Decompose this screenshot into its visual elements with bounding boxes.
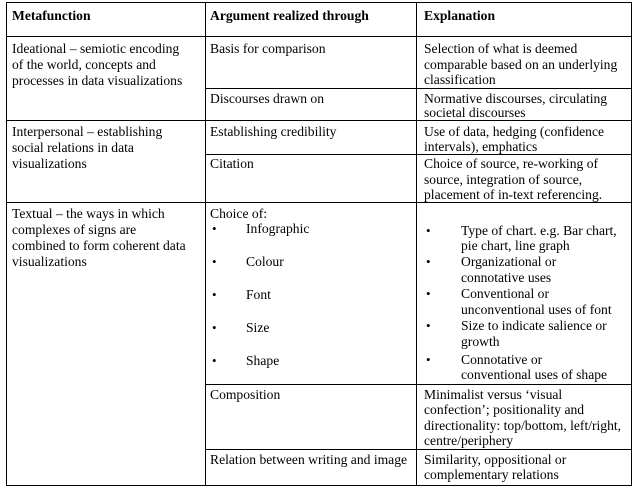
header-argument: Argument realized through [210,8,369,23]
ideational-line-1: Ideational – semiotic encoding [12,41,180,56]
argument-basis-for-comparison: Basis for comparison [210,41,326,56]
rule-col2 [416,2,417,486]
explanation-credibility-line-2: intervals), emphatics [424,139,538,154]
textual-line-2: complexes of signs are [12,222,137,237]
explanation-basis-line-2: comparable based on an underlying [424,57,618,72]
choice-font: Font [246,287,271,302]
choice-explanation-size-line-1: Size to indicate salience or [461,318,607,333]
interpersonal-line-3: visualizations [12,156,87,171]
rule-bottom [6,485,632,486]
header-explanation: Explanation [424,8,496,23]
textual-line-4: visualizations [12,254,87,269]
rule-top [6,2,632,3]
bullet-icon: • [426,352,431,367]
ideational-line-3: processes in data visualizations [12,73,183,88]
rule-ideational-inner [205,88,632,89]
explanation-composition-line-3: directionality: top/bottom, left/right, [424,418,622,433]
bullet-icon: • [212,221,217,236]
ideational-line-2: of the world, concepts and [12,57,156,72]
choice-colour: Colour [246,254,284,269]
choice-explanation-infographic-line-1: Type of chart. e.g. Bar chart, [461,223,617,238]
choice-infographic: Infographic [246,221,310,236]
bullet-icon: • [212,353,217,368]
bullet-icon: • [426,254,431,269]
choice-explanation-colour-line-2: connotative uses [461,270,552,285]
explanation-composition-line-2: confection’; positionality and [424,402,585,417]
choice-explanation-colour-line-1: Organizational or [461,254,557,269]
explanation-citation-line-1: Choice of source, re-working of [424,156,599,171]
explanation-composition-line-1: Minimalist versus ‘visual [424,387,563,402]
explanation-citation-line-3: placement of in-text referencing. [424,187,603,202]
choice-shape: Shape [246,353,280,368]
explanation-basis-line-3: classification [424,72,496,87]
explanation-composition-line-4: centre/periphery [424,433,514,448]
bullet-icon: • [212,287,217,302]
choice-explanation-font-line-2: unconventional uses of font [461,302,612,317]
rule-choice-bottom [205,384,632,385]
explanation-discourses-line-1: Normative discourses, circulating [424,91,608,106]
bullet-icon: • [212,254,217,269]
choice-of-label: Choice of: [210,206,268,221]
choice-explanation-shape-line-1: Connotative or [461,352,543,367]
choice-explanation-size-line-2: growth [461,334,500,349]
choice-explanation-infographic-line-2: pie chart, line graph [461,238,570,253]
textual-line-3: combined to form coherent data [12,238,186,253]
bullet-icon: • [426,318,431,333]
rule-header-bottom [6,36,632,37]
bullet-icon: • [212,320,217,335]
rule-right [631,2,632,486]
explanation-citation-line-2: source, integration of source, [424,172,583,187]
header-metafunction: Metafunction [12,8,91,23]
rule-left [6,2,7,486]
interpersonal-line-2: social relations in data [12,140,134,155]
bullet-icon: • [426,223,431,238]
argument-discourses: Discourses drawn on [210,91,325,106]
argument-citation: Citation [210,156,254,171]
textual-line-1: Textual – the ways in which [12,206,165,221]
explanation-discourses-line-2: societal discourses [424,105,526,120]
argument-credibility: Establishing credibility [210,124,337,139]
bullet-icon: • [426,286,431,301]
explanation-writing-image-line-1: Similarity, oppositional or [424,452,567,467]
choice-explanation-shape-line-2: conventional uses of shape [461,367,608,382]
rule-interpersonal-inner [205,154,632,155]
explanation-basis-line-1: Selection of what is deemed [424,41,578,56]
choice-explanation-font-line-1: Conventional or [461,286,549,301]
rule-composition-bottom [205,449,632,450]
choice-size: Size [246,320,270,335]
explanation-credibility-line-1: Use of data, hedging (confidence [424,124,605,139]
argument-composition: Composition [210,387,281,402]
interpersonal-line-1: Interpersonal – establishing [12,124,163,139]
explanation-writing-image-line-2: complementary relations [424,467,559,482]
rule-ideational-bottom [6,120,632,121]
argument-writing-image: Relation between writing and image [210,452,408,467]
rule-col1 [205,2,206,486]
